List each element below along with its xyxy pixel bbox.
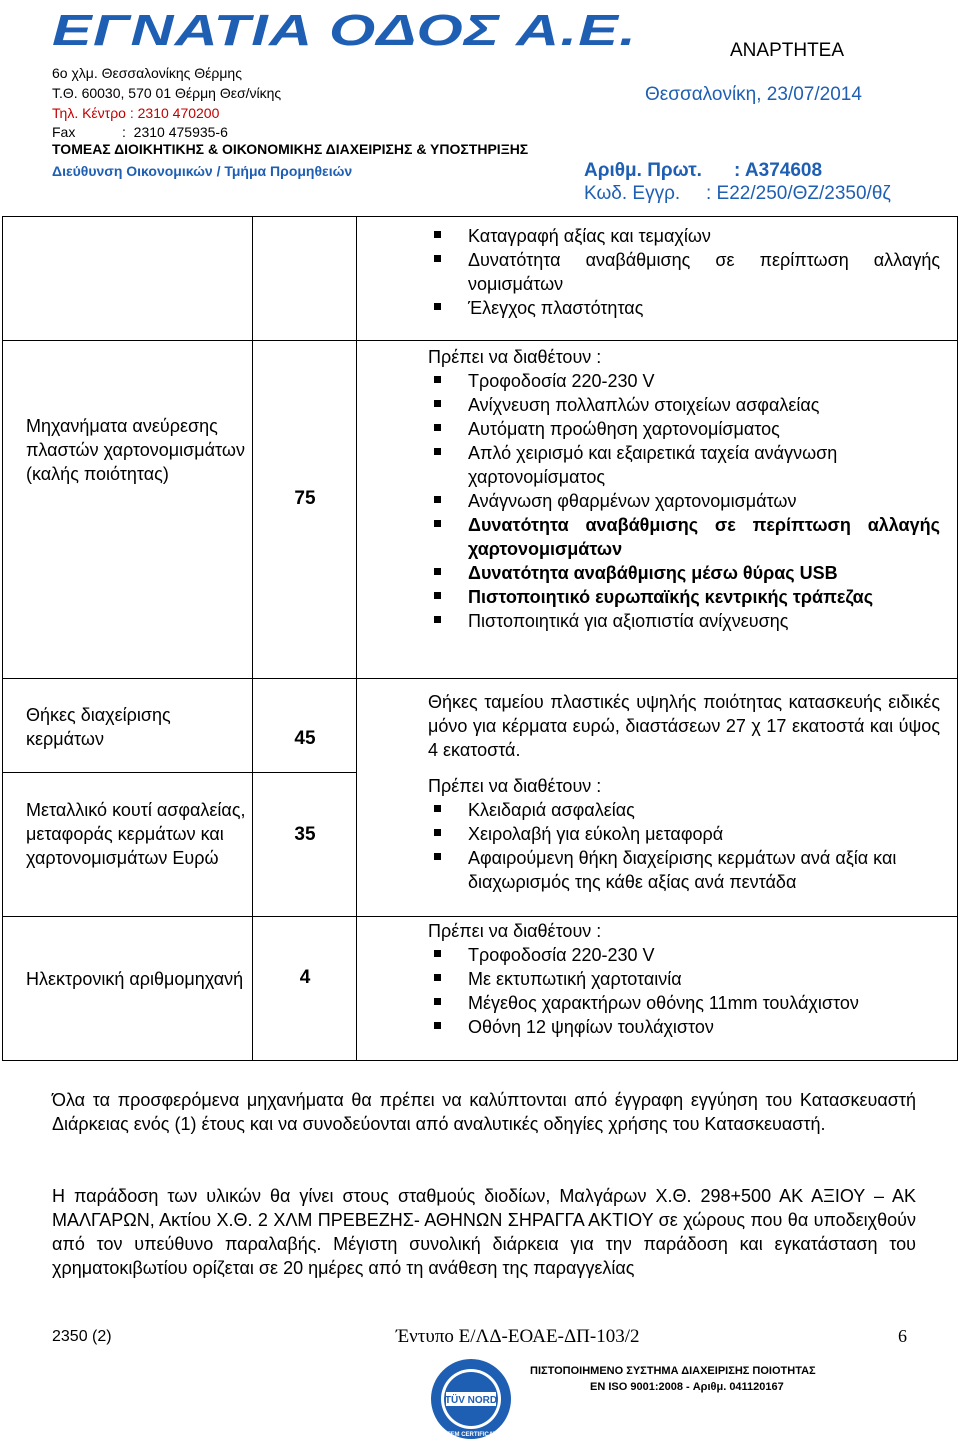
warranty-paragraph: Όλα τα προσφερόμενα μηχανήματα θα πρέπει να καλύπτονται από έγγραφη εγγύηση του Κατασκευαστή Διάρκειας ενός (1) έτους και να συνοδεύονται από αναλυτικές οδηγίες χρήσης του Κατασκευαστή. <box>52 1090 916 1134</box>
row5-quantity: 4 <box>299 967 311 988</box>
delivery-paragraph: Η παράδοση των υλικών θα γίνει στους σταθμούς διοδίων, Μαλγάρων Χ.Θ. 298+500 ΑΚ ΑΞΙΟΥ – ΑΚ ΜΑΛΓΑΡΩΝ, Ακτίου Χ.Θ. 2 ΧΛΜ ΠΡΕΒΕΖΗΣ- ΑΘΗΝΩΝ ΣΗΡΑΓΓΑ ΑΚΤΙΟΥ σε χώρους που θα υποδειχθούν από τον υπεύθυνο παραλαβής. Μέγιστη συνολική διάρκεια για την παράδοση και εγκατάσταση του χρηματοκιβωτίου ορίζεται σε 20 ημέρες από τη ανάθεση της παραγγελίας <box>52 1186 916 1278</box>
row2-intro: Πρέπει να διαθέτουν : <box>428 347 602 367</box>
cert-line-2: EN ISO 9001:2008 - Αριθμ. 041120167 <box>590 1381 784 1393</box>
department-line: Διεύθυνση Οικονομικών / Τμήμα Προμηθειών <box>52 163 353 179</box>
list-item: Οθόνη 12 ψηφίων τουλάχιστον <box>428 1015 940 1039</box>
list-item: Καταγραφή αξίας και τεμαχίων <box>428 224 940 248</box>
protocol-value: : Α374608 <box>734 160 823 181</box>
row3-description: Θήκες ταμείου πλαστικές υψηλής ποιότητας κατασκευής ειδικές μόνο για κέρματα ευρώ, διαστάσεων 27 χ 17 εκατοστά και ύψος 4 εκατοστά. <box>428 692 940 760</box>
fax-line: Fax : 2310 475935-6 <box>52 124 228 140</box>
list-item: Χειρολαβή για εύκολη μεταφορά <box>428 822 940 846</box>
list-item: Αυτόματη προώθηση χαρτονομίσματος <box>428 417 940 441</box>
certification-seal-icon <box>428 1356 514 1442</box>
row5-intro: Πρέπει να διαθέτουν : <box>428 921 602 941</box>
document-date: Θεσσαλονίκη, 23/07/2014 <box>645 84 862 105</box>
row4-intro: Πρέπει να διαθέτουν : <box>428 776 602 796</box>
list-item: Έλεγχος πλαστότητας <box>428 296 940 320</box>
posted-label: ΑΝΑΡΤΗΤΕΑ <box>730 40 845 61</box>
list-item: Τροφοδοσία 220-230 V <box>428 369 940 393</box>
list-item: Δυνατότητα αναβάθμισης μέσω θύρας USB <box>428 561 940 585</box>
row4-item-name: Μεταλλικό κουτί ασφαλείας, μεταφοράς κερμάτων και χαρτονομισμάτων Ευρώ <box>26 800 246 868</box>
badge-top-text: TÜV NORD <box>444 1395 498 1406</box>
row3-item-name: Θήκες διαχείρισης κερμάτων <box>26 705 171 749</box>
badge-bottom-text: SYSTEM CERTIFICATION <box>434 1432 508 1438</box>
row2-quantity: 75 <box>294 488 316 509</box>
page-number: 6 <box>898 1326 907 1346</box>
list-item: Αφαιρούμενη θήκη διαχείρισης κερμάτων ανά αξία και διαχωρισμός της κάθε αξίας ανά πεντάδα <box>428 846 940 894</box>
list-item: Με εκτυπωτική χαρτοταινία <box>428 967 940 991</box>
list-item: Δυνατότητα αναβάθμισης σε περίπτωση αλλαγής χαρτονομισμάτων <box>428 513 940 561</box>
phone-line: Τηλ. Κέντρο : 2310 470200 <box>52 105 220 121</box>
list-item: Απλό χειρισμό και εξαιρετικά ταχεία ανάγνωση χαρτονομίσματος <box>428 441 940 489</box>
code-value: : Ε22/250/ΘΖ/2350/θζ <box>706 183 891 204</box>
list-item: Ανάγνωση φθαρμένων χαρτονομισμάτων <box>428 489 940 513</box>
logo-text: ΕΓΝΑΤΙΑ ΟΔΟΣ Α.Ε. <box>52 6 638 55</box>
row5-item-name: Ηλεκτρονική αριθμομηχανή <box>26 969 244 989</box>
row1-description <box>428 224 940 320</box>
list-item: Μέγεθος χαρακτήρων οθόνης 11mm τουλάχιστον <box>428 991 940 1015</box>
row2-item-name: Μηχανήματα ανεύρεσης πλαστών χαρτονομισμάτων (καλής ποιότητας) <box>26 416 245 484</box>
cert-line-1: ΠΙΣΤΟΠΟΙΗΜΕΝΟ ΣΥΣΤΗΜΑ ΔΙΑΧΕΙΡΙΣΗΣ ΠΟΙΟΤΗΤΑΣ <box>530 1365 816 1377</box>
row4-quantity: 35 <box>294 824 316 845</box>
code-label: Κωδ. Εγγρ. <box>584 183 681 204</box>
list-item: Τροφοδοσία 220-230 V <box>428 943 940 967</box>
address-line-2: Τ.Θ. 60030, 570 01 Θέρμη Θεσ/νίκης <box>52 85 282 101</box>
list-item: Πιστοποιητικό ευρωπαϊκής κεντρικής τράπεζας <box>428 585 940 609</box>
form-code: Έντυπο Ε/ΛΔ-ΕΟΑΕ-ΔΠ-103/2 <box>396 1326 640 1347</box>
row2-description <box>428 345 940 633</box>
row3-quantity: 45 <box>294 728 316 749</box>
company-logo <box>52 2 638 60</box>
protocol-label: Αριθμ. Πρωτ. <box>584 160 702 181</box>
list-item: Ανίχνευση πολλαπλών στοιχείων ασφαλείας <box>428 393 940 417</box>
tuv-certification-badge <box>428 1356 514 1442</box>
sector-line: ΤΟΜΕΑΣ ΔΙΟΙΚΗΤΙΚΗΣ & ΟΙΚΟΝΟΜΙΚΗΣ ΔΙΑΧΕΙΡΙΣΗΣ & ΥΠΟΣΤΗΡΙΞΗΣ <box>52 141 529 157</box>
address-line-1: 6ο χλμ. Θεσσαλονίκης Θέρμης <box>52 65 242 81</box>
footer-code: 2350 (2) <box>52 1328 112 1345</box>
row4-description <box>428 774 940 894</box>
list-item: Δυνατότητα αναβάθμισης σε περίπτωση αλλαγής νομισμάτων <box>428 248 940 296</box>
list-item: Κλειδαριά ασφαλείας <box>428 798 940 822</box>
list-item: Πιστοποιητικά για αξιοπιστία ανίχνευσης <box>428 609 940 633</box>
row5-description <box>428 919 940 1039</box>
